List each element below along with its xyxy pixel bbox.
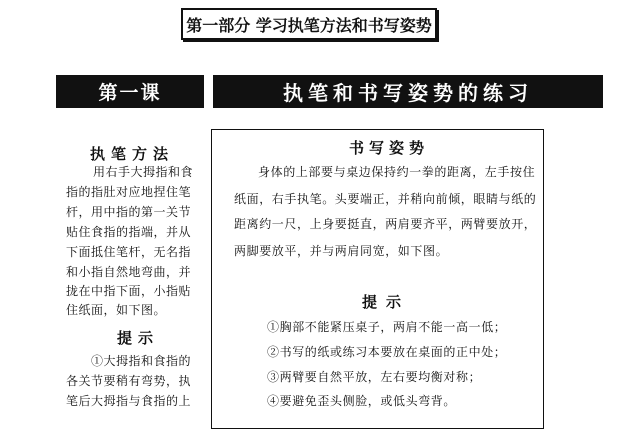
left-tip-line: 各关节要稍有弯势，执 [66, 374, 192, 388]
grip-method-heading: 执笔方法 [90, 145, 175, 163]
lesson-label: 第一课 [56, 75, 204, 108]
left-tips-heading: 提示 [117, 329, 160, 347]
grip-line: 杆，用中指的第一关节 [66, 205, 192, 219]
topic-title: 执笔和书写姿势的练习 [213, 75, 603, 108]
right-tip-line: ②书写的纸或练习本要放在桌面的正中处； [267, 345, 507, 359]
posture-line: 两脚要放平，并与两肩同宽，如下图。 [234, 244, 449, 258]
right-tip-line: ④要避免歪头侧脸，或低头弯背。 [267, 394, 457, 408]
left-tip-line: ①大拇指和食指的 [91, 354, 192, 368]
left-tip-line: 笔后大拇指与食指的上 [66, 394, 192, 408]
posture-heading: 书写姿势 [349, 139, 430, 157]
grip-line: 住纸面，如下图。 [66, 303, 167, 317]
grip-line: 和小指自然地弯曲，并 [66, 265, 192, 279]
grip-line: 拢在中指下面，小指贴 [66, 284, 192, 298]
grip-line: 用右手大拇指和食 [93, 165, 194, 179]
right-tip-line: ③两臂要自然平放，左右要均衡对称； [267, 370, 482, 384]
grip-line: 下面抵住笔杆，无名指 [66, 245, 192, 259]
part-title: 第一部分 学习执笔方法和书写姿势 [181, 8, 437, 40]
grip-line: 贴住食指的指端，并从 [66, 225, 192, 239]
posture-line: 纸面，右手执笔。头要端正，并稍向前倾，眼睛与纸的 [234, 192, 537, 206]
posture-line: 距离约一尺，上身要挺直，两肩要齐平，两臂要放开， [234, 217, 537, 231]
right-tip-line: ①胸部不能紧压桌子，两肩不能一高一低； [267, 320, 507, 334]
grip-line: 指的指肚对应地捏住笔 [66, 185, 192, 199]
right-tips-heading: 提示 [362, 293, 411, 311]
posture-line: 身体的上部要与桌边保持约一拳的距离，左手按住 [258, 165, 536, 179]
